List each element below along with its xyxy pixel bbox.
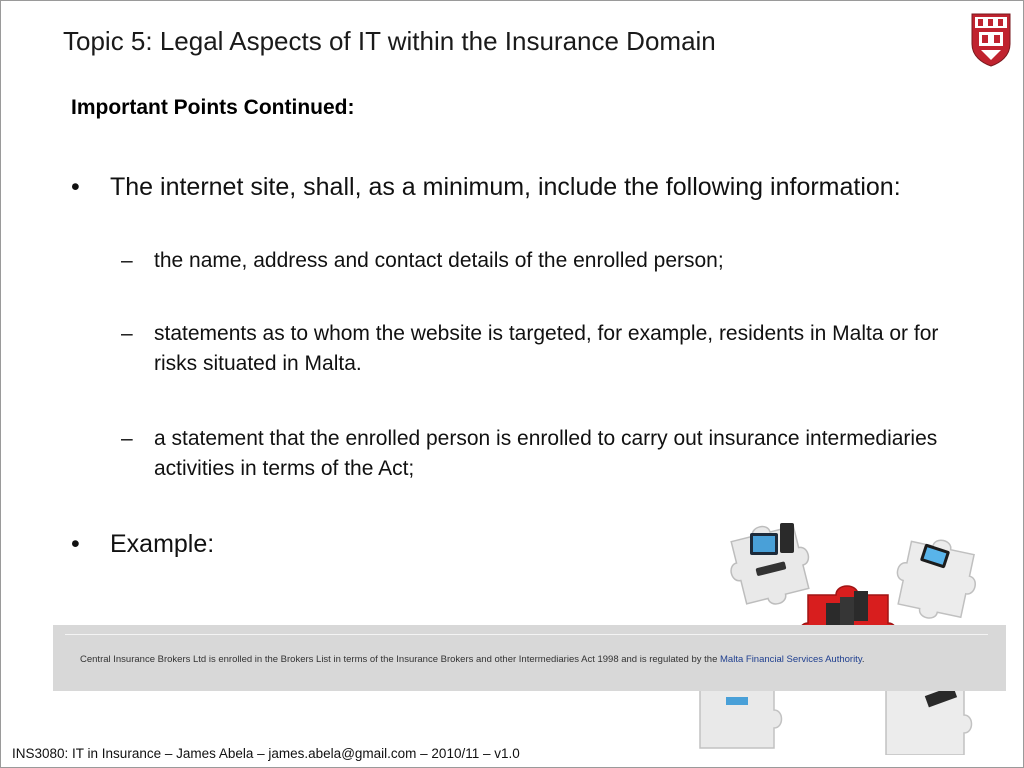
sub-bullet-dash: – xyxy=(121,322,133,345)
sub-bullet-item xyxy=(121,246,981,276)
bullet-item xyxy=(71,172,951,203)
bullet-dot: • xyxy=(71,530,80,558)
sub-bullet-text: a statement that the enrolled person is enrolled to carry out insurance intermediaries activities in terms of the Act; xyxy=(154,427,938,480)
bullet-text: Example: xyxy=(110,530,215,558)
sub-bullet-dash: – xyxy=(121,249,133,272)
university-shield-crest-icon xyxy=(970,12,1012,68)
section-subheading: Important Points Continued: xyxy=(71,96,355,119)
sub-bullet-item xyxy=(121,424,981,484)
banner-divider xyxy=(65,634,988,635)
sub-bullet-text: the name, address and contact details of the enrolled person; xyxy=(154,249,724,272)
sub-bullet-text: statements as to whom the website is targeted, for example, residents in Malta or for risks situated in Malta. xyxy=(154,322,939,375)
slide-title: Topic 5: Legal Aspects of IT within the Insurance Domain xyxy=(63,26,716,56)
banner-text xyxy=(80,654,865,665)
banner-end: . xyxy=(861,654,865,665)
banner-statement: Central Insurance Brokers Ltd is enrolled in the Brokers List in terms of the Insurance Brokers and other Intermediaries Act 1998 and is regulated by the xyxy=(80,654,721,665)
bullet-text: The internet site, shall, as a minimum, include the following information: xyxy=(110,173,901,201)
sub-bullet-dash: – xyxy=(121,427,133,450)
example-website-banner xyxy=(53,625,1006,691)
bullet-dot: • xyxy=(71,173,80,201)
banner-link-mfsa[interactable]: Malta Financial Services Authority xyxy=(720,654,862,665)
slide-footer: INS3080: IT in Insurance – James Abela – james.abela@gmail.com – 2010/11 – v1.0 xyxy=(12,746,520,761)
sub-bullet-item xyxy=(121,319,981,379)
